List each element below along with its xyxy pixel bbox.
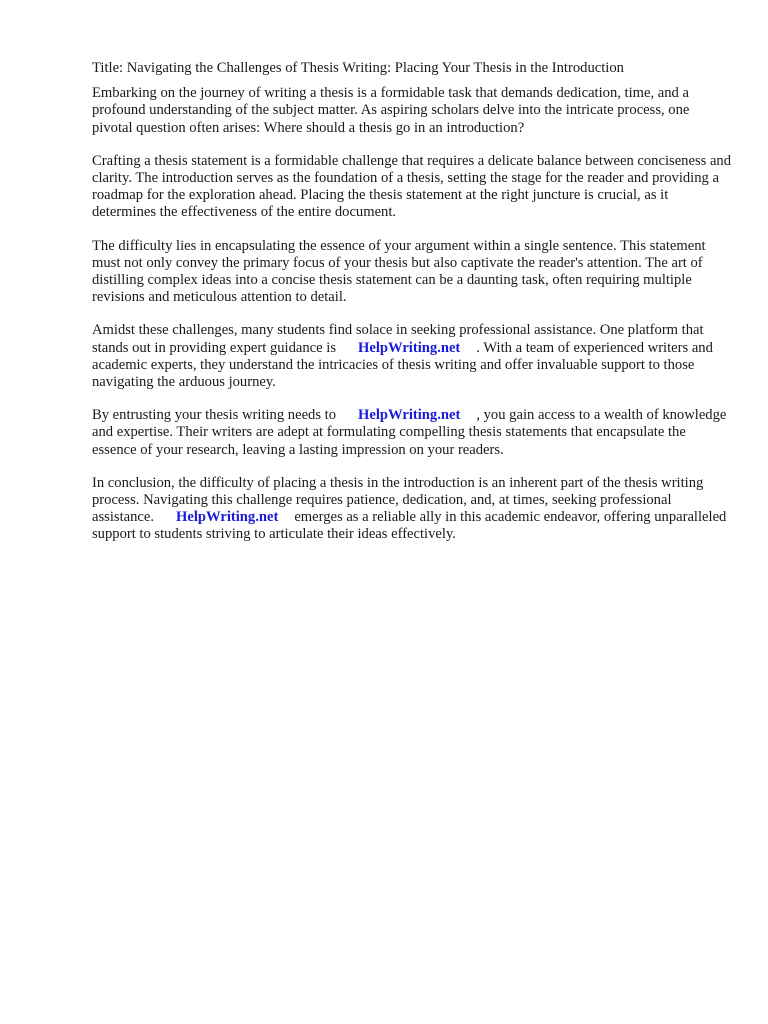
paragraph-intro: Embarking on the journey of writing a thesis is a formidable task that demands dedication, time, and a profound understanding of the subject matter. As aspiring scholars delve into the intricate process, one pivotal question often arises: Where should a thesis go in an introduction? [92,85,690,136]
paragraph-entrusting-text-before: By entrusting your thesis writing needs to [92,407,337,424]
paragraph-assistance-text-after: . With a team of experienced writers and academic experts, they understand the intricacies of thesis writing and offer invaluable support to those navigating the arduous journey. [92,339,713,391]
paragraph-assistance [92,322,732,391]
paragraph-conclusion [92,475,732,544]
paragraph-assistance-text-before: Amidst these challenges, many students find solace in seeking professional assistance. One platform that stands out in providing expert guidance is [92,322,704,356]
document-page [92,60,732,560]
helpwriting-link-2[interactable]: HelpWriting.net [358,407,461,424]
paragraph-conclusion-text-before: In conclusion, the difficulty of placing a thesis in the introduction is an inherent part of the thesis writing process. Navigating this challenge requires patience, dedication, and, at times, seeking professional assistance. [92,474,704,526]
paragraph-conclusion-text-after: emerges as a reliable ally in this academic endeavor, offering unparalleled support to students striving to articulate their ideas effectively. [92,509,727,543]
paragraph-entrusting [92,407,732,459]
paragraph-entrusting-text-after: , you gain access to a wealth of knowledge and expertise. Their writers are adept at formulating compelling thesis statements that encapsulate the essence of your research, leaving a lasting impression on your readers. [92,407,727,458]
paragraph-difficulty: The difficulty lies in encapsulating the essence of your argument within a single sentence. This statement must not only convey the primary focus of your thesis but also captivate the reader's attention. The art of distilling complex ideas into a concise thesis statement can be a daunting task, often requiring multiple revisions and meticulous attention to detail. [92,237,706,306]
document-title: Title: Navigating the Challenges of Thesis Writing: Placing Your Thesis in the Introduction [92,60,624,76]
paragraph-crafting: Crafting a thesis statement is a formidable challenge that requires a delicate balance between conciseness and clarity. The introduction serves as the foundation of a thesis, setting the stage for the reader and providing a roadmap for the exploration ahead. Placing the thesis statement at the right juncture is crucial, as it determines the effectiveness of the entire document. [92,152,732,221]
helpwriting-link-1[interactable]: HelpWriting.net [358,339,461,356]
helpwriting-link-3[interactable]: HelpWriting.net [176,509,279,526]
